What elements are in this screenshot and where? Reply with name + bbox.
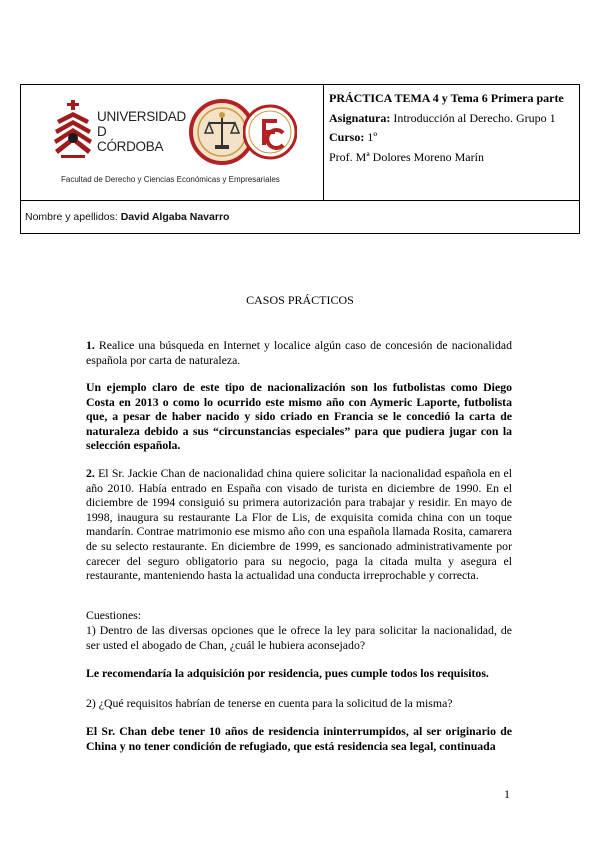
sub-answer-2: El Sr. Chan debe tener 10 años de residencia ininterrumpidos, al ser originario de China y no tener condición de refugiado, que está residencia sea legal, continuada	[86, 724, 512, 753]
professor-line: Prof. Mª Dolores Moreno Marín	[329, 149, 484, 164]
page-title: CASOS PRÁCTICOS	[246, 293, 354, 307]
student-name-row: Nombre y apellidos: David Algaba Navarro	[25, 211, 230, 223]
sub-question-1: 1) Dentro de las diversas opciones que le ofrece la ley para solicitar la nacionalidad, de ser usted el abogado de Chan, ¿cuál le hubiera aconsejado?	[86, 623, 512, 652]
subject-line: Asignatura: Introducción al Derecho. Grupo 1	[329, 110, 556, 125]
university-name: UNIVERSIDAD D CÓRDOBA	[97, 109, 186, 154]
questions-label: Cuestiones:	[86, 608, 142, 622]
practice-title: PRÁCTICA TEMA 4 y Tema 6 Primera parte	[329, 91, 564, 105]
sub-answer-1: Le recomendaría la adquisición por residencia, pues cumple todos los requisitos.	[86, 666, 489, 680]
answer-1: Un ejemplo claro de este tipo de nacionalización son los futbolistas como Diego Costa en 2013 o como lo ocurrido este mismo año con Aymeric Laporte, futbolista que, a pesar de haber nacido y sido criado en Francia se le concedió la carta de naturaleza debido a sus “circunstancias especiales” para que pudiera jugar con la selección española.	[86, 380, 512, 453]
faculty-name: Facultad de Derecho y Ciencias Económicas y Empresariales	[61, 175, 280, 184]
page-number: 1	[504, 787, 510, 801]
faculty-logo-icon	[243, 103, 297, 161]
university-crest-icon	[53, 98, 93, 160]
sub-question-2: 2) ¿Qué requisitos habrían de tenerse en cuenta para la solicitud de la misma?	[86, 696, 453, 710]
course-line: Curso: 1º	[329, 130, 378, 144]
question-1: 1. Realice una búsqueda en Internet y localice algún caso de concesión de nacionalidad española por carta de naturaleza.	[86, 338, 512, 367]
question-2: 2. El Sr. Jackie Chan de nacionalidad china quiere solicitar la nacionalidad española en el año 2010. Había entrado en España con visado de turista en diciembre de 1990. En el diciembre de 1994 consiguió su primera autorización para trabajar y residir. En mayo de 1998, inaugura su restaurante La Flor de Lis, de exquisita comida china con un toque mandarín. Contrae matrimonio ese mismo año con una española llamada Rosita, camarera de su selecto restaurante. En diciembre de 1999, es sancionado administrativamente por carecer del seguro obligatorio para su negocio, paga la citada multa y asegura el restaurante, manteniendo hasta la actualidad una conducta irreprochable y correcta.	[86, 466, 512, 583]
logos-cell	[21, 85, 323, 200]
course-info-cell	[329, 89, 579, 167]
header-table	[20, 84, 580, 234]
